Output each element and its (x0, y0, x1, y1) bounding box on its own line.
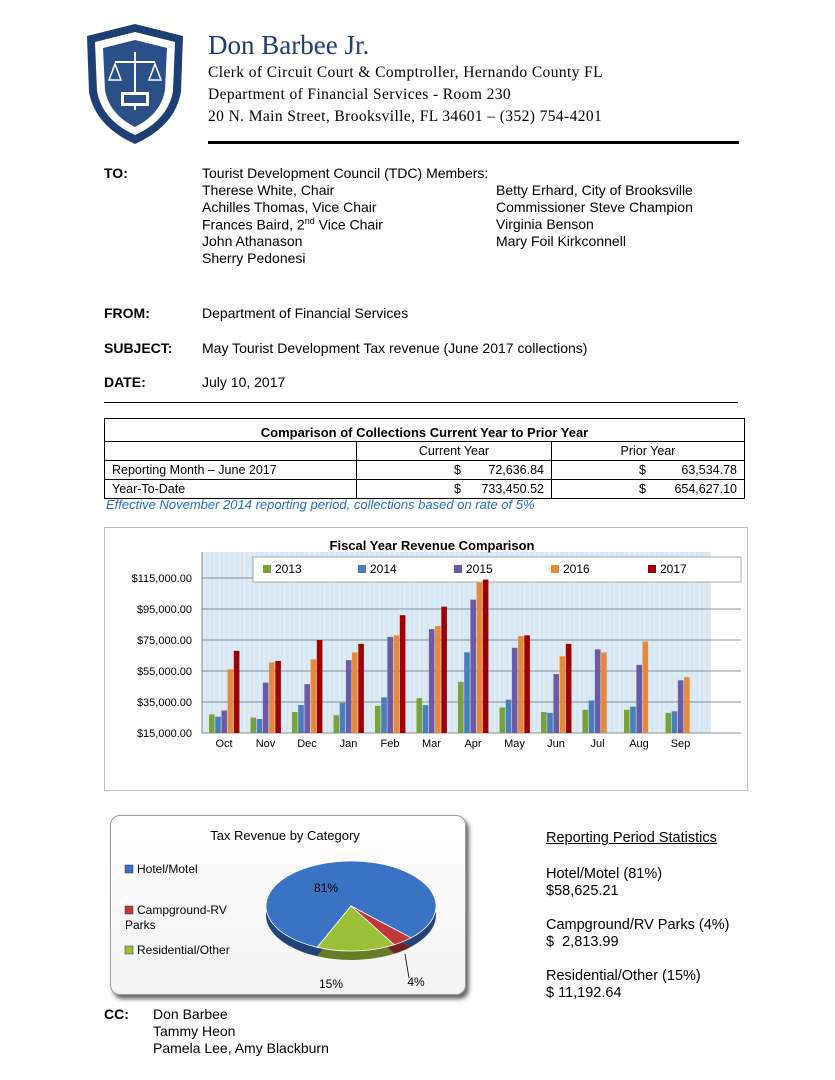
pie-legend-label: Campground-RV Parks (125, 903, 227, 932)
bar (678, 680, 684, 733)
stat-campground-value: $ 2,813.99 (546, 934, 619, 950)
bar (352, 652, 358, 733)
pie-legend-swatch (125, 946, 133, 954)
row-label: Reporting Month – June 2017 (105, 461, 357, 480)
bar (215, 717, 221, 733)
stat-hotel-value: $58,625.21 (546, 883, 619, 899)
comparison-table (104, 418, 745, 499)
bar (429, 629, 435, 733)
subject-value: May Tourist Development Tax revenue (June 2017 collections) (202, 340, 588, 356)
bar (381, 697, 387, 733)
comparison-corner (105, 442, 357, 461)
stat-hotel-label: Hotel/Motel (81%) (546, 866, 663, 882)
cc-name-1: Don Barbee (153, 1006, 228, 1022)
y-tick-label: $35,000.00 (136, 697, 192, 709)
bar (257, 719, 263, 733)
from-label: FROM: (104, 305, 150, 321)
stat-residential-value: $ 11,192.64 (546, 985, 622, 1001)
bar (311, 659, 317, 733)
fiscal-year-chart-svg (105, 528, 747, 790)
cc-name-3: Pamela Lee, Amy Blackburn (153, 1040, 329, 1056)
y-tick-label: $55,000.00 (136, 666, 192, 678)
stat-residential-label: Residential/Other (15%) (546, 968, 701, 984)
letterhead-name: Don Barbee Jr. (208, 30, 370, 60)
letterhead-title: Clerk of Circuit Court & Comptroller, Hernando County FL (208, 64, 604, 81)
bar (464, 652, 470, 733)
col-current-header: Current Year (357, 442, 552, 461)
stats-heading: Reporting Period Statistics (546, 830, 717, 846)
legend-swatch (648, 565, 656, 573)
pie-title: Tax Revenue by Category (210, 828, 360, 843)
bar (263, 683, 269, 733)
bar (228, 669, 234, 733)
bar (400, 615, 406, 733)
bar (317, 640, 323, 733)
legend-label: 2016 (563, 562, 590, 576)
member-left-4: John Athanason (202, 233, 303, 249)
x-tick-label: Apr (464, 738, 482, 750)
legend-swatch (551, 565, 559, 573)
bar (275, 661, 281, 733)
chart-title: Fiscal Year Revenue Comparison (329, 538, 535, 553)
table-row (105, 480, 745, 499)
legend-swatch (358, 565, 366, 573)
member-left-1: Therese White, Chair (202, 182, 335, 198)
bar (234, 651, 240, 733)
from-value: Department of Financial Services (202, 305, 409, 321)
bar (304, 684, 310, 733)
bar (375, 706, 381, 733)
x-tick-label: Jun (547, 738, 565, 750)
bar (524, 635, 530, 733)
x-tick-label: Oct (215, 738, 233, 750)
bar (221, 711, 227, 733)
member-left-2: Achilles Thomas, Vice Chair (202, 199, 377, 215)
comparison-title: Comparison of Collections Current Year to Prior Year (105, 419, 745, 442)
member-left-5: Sherry Pedonesi (202, 250, 306, 266)
bar (589, 700, 595, 733)
date-value: July 10, 2017 (202, 374, 286, 390)
y-tick-label: $75,000.00 (136, 635, 192, 647)
bar (458, 682, 464, 733)
bar (483, 580, 489, 733)
bar (423, 705, 429, 733)
bar (470, 600, 476, 733)
y-tick-label: $115,000.00 (131, 573, 192, 585)
to-heading: Tourist Development Council (TDC) Members: (202, 165, 489, 181)
bar (601, 652, 607, 733)
cc-name-2: Tammy Heon (153, 1023, 236, 1039)
member-left-3: Frances Baird, 2nd Vice Chair (202, 216, 383, 233)
subject-label: SUBJECT: (104, 340, 173, 356)
y-tick-label: $15,000.00 (136, 728, 192, 740)
bar (209, 714, 215, 733)
col-prior-header: Prior Year (552, 442, 745, 461)
bar (624, 710, 630, 733)
bar (506, 700, 512, 733)
member-right-2: Commissioner Steve Champion (496, 199, 693, 215)
bar (340, 703, 346, 733)
x-tick-label: May (504, 738, 525, 750)
legend-label: 2015 (466, 562, 493, 576)
bar (541, 712, 547, 733)
legend-label: 2017 (660, 562, 687, 576)
row-label: Year-To-Date (105, 480, 357, 499)
bar (566, 644, 572, 733)
bar (441, 607, 447, 733)
bar (298, 705, 304, 733)
bar (643, 642, 649, 733)
x-tick-label: Nov (255, 738, 276, 750)
legend-swatch (263, 565, 271, 573)
pie-data-label: 4% (407, 975, 425, 989)
bar (672, 711, 678, 733)
bar (512, 648, 518, 733)
bar (636, 665, 642, 733)
cell-prior: $ 654,627.10 (552, 480, 745, 499)
legend-label: 2013 (275, 562, 302, 576)
bar (518, 636, 524, 733)
bar (500, 707, 506, 733)
letterhead-rule (208, 141, 739, 144)
cc-label: CC: (104, 1006, 129, 1022)
bar (269, 662, 275, 733)
cell-prior: $ 63,534.78 (552, 461, 745, 480)
pie-legend-label: Residential/Other (137, 943, 230, 957)
bar (595, 649, 601, 733)
pie-legend-label: Hotel/Motel (137, 862, 198, 876)
bar (560, 656, 566, 733)
bar (394, 635, 400, 733)
bar (417, 698, 423, 733)
pie-data-label: 81% (313, 881, 339, 895)
cell-current: $ 733,450.52 (357, 480, 552, 499)
clerk-seal-logo (83, 22, 187, 146)
bar (334, 715, 340, 733)
bar (666, 713, 672, 733)
bar (547, 713, 553, 733)
legend-swatch (454, 565, 462, 573)
to-label: TO: (104, 165, 128, 181)
bar (358, 644, 364, 733)
rate-note: Effective November 2014 reporting period, collections based on rate of 5% (106, 497, 535, 512)
bar (583, 710, 589, 733)
x-tick-label: Mar (422, 738, 441, 750)
bar (292, 712, 298, 733)
member-right-4: Mary Foil Kirkconnell (496, 233, 626, 249)
legend-label: 2014 (370, 562, 397, 576)
x-tick-label: Jan (339, 738, 358, 750)
fiscal-year-chart (104, 527, 748, 791)
x-tick-label: Aug (629, 738, 649, 750)
bar (477, 583, 483, 733)
cell-current: $ 72,636.84 (357, 461, 552, 480)
tax-category-chart (110, 815, 466, 995)
bar (346, 660, 352, 733)
date-label: DATE: (104, 374, 146, 390)
pie-legend-swatch (125, 865, 133, 873)
stat-campground-label: Campground/RV Parks (4%) (546, 917, 730, 933)
table-row (105, 461, 745, 480)
x-tick-label: Dec (297, 738, 317, 750)
pie-legend-swatch (125, 906, 133, 914)
bar (684, 677, 690, 733)
tax-category-chart-svg (111, 816, 465, 994)
bar (435, 626, 441, 733)
bar (553, 674, 559, 733)
pie-data-label: 15% (318, 977, 344, 991)
x-tick-label: Feb (380, 738, 400, 750)
memo-divider (104, 402, 738, 403)
letterhead-department: Department of Financial Services - Room 230 (208, 86, 512, 103)
member-right-1: Betty Erhard, City of Brooksville (496, 182, 693, 198)
letterhead-address: 20 N. Main Street, Brooksville, FL 34601 – (352) 754-4201 (208, 108, 603, 125)
bar (251, 718, 257, 734)
bar (630, 707, 636, 733)
y-tick-label: $95,000.00 (136, 604, 192, 616)
x-tick-label: Sep (670, 738, 691, 750)
member-right-3: Virginia Benson (496, 216, 594, 232)
x-tick-label: Jul (590, 738, 605, 750)
bar (387, 637, 393, 733)
